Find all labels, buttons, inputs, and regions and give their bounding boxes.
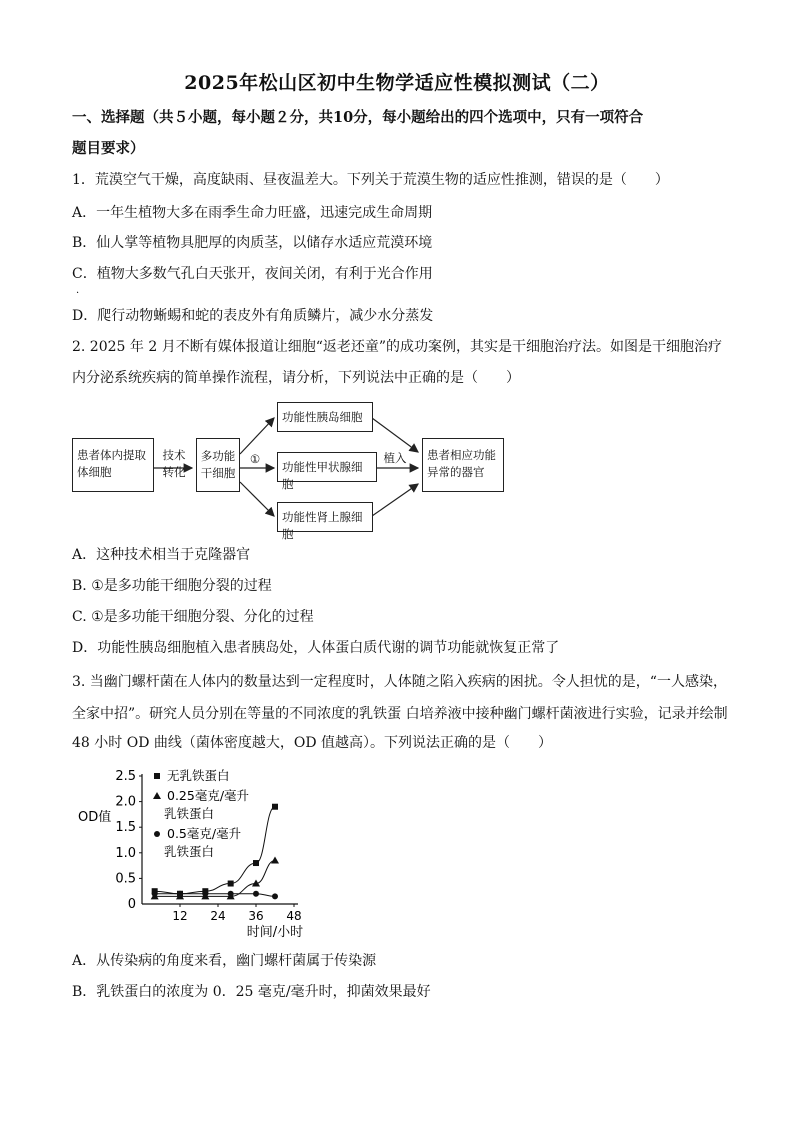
y-axis-label: OD值: [78, 810, 112, 825]
question-2-stem-line-2: 内分泌系统疾病的简单操作流程，请分析，下列说法中正确的是（ ）: [72, 370, 520, 386]
question-1-option-d: D．爬行动物蜥蜴和蛇的表皮外有角质鳞片，减少水分蒸发: [72, 308, 434, 324]
question-3-option-a: A．从传染病的角度来看，幽门螺杆菌属于传染源: [72, 953, 377, 969]
od-curve-svg: [74, 766, 314, 944]
y-tick-label: 2.0: [115, 794, 136, 810]
box-extract-somatic-cell: [72, 438, 154, 492]
legend-label-2-line-2: 乳铁蛋白: [164, 806, 215, 821]
label-tech-line-2: 转化: [162, 465, 186, 479]
arrow-to-islet-cell: [240, 418, 274, 454]
box-adrenal-cell: 功能性肾上腺细胞: [277, 502, 373, 532]
question-1-stem: 1．荒漠空气干燥，高度缺雨、昼夜温差大。下列关于荒漠生物的适应性推测，错误的是（ ）: [72, 172, 669, 188]
question-2-option-a: A．这种技术相当于克隆器官: [72, 547, 251, 563]
y-tick-label: 0.5: [115, 871, 136, 887]
box-organ-line-1: 患者相应功能: [427, 448, 496, 462]
series-3-point: [177, 891, 183, 897]
question-1-option-a: A．一年生植物大多在雨季生命力旺盛，迅速完成生命周期: [72, 205, 433, 221]
question-1-option-c: C．植物大多数气孔白天张开，夜间关闭，有利于光合作用: [72, 266, 433, 282]
legend-marker-1: [154, 773, 160, 779]
y-tick-label: 1.5: [115, 820, 136, 836]
box-target-organ: [422, 438, 504, 492]
x-tick-label: 36: [248, 909, 264, 923]
question-2-stem-line-1: 2. 2025 年 2 月不断有媒体报道让细胞“返老还童”的成功案例，其实是干细胞治疗法。如图是干细胞治疗: [72, 339, 723, 355]
x-axis-label: 时间/小时: [246, 925, 304, 940]
series-3-point: [202, 891, 208, 897]
series-3-point: [253, 891, 259, 897]
question-3-stem-line-2: 全家中招”。研究人员分别在等量的不同浓度的乳铁蛋 白培养液中接种幽门螺杆菌液进行实验，记录并绘制: [72, 706, 728, 722]
question-1-option-b: B．仙人掌等植物具肥厚的肉质茎，以储存水适应荒漠环境: [72, 235, 433, 251]
question-3-option-b: B．乳铁蛋白的浓度为 0．25 毫克/毫升时，抑菌效果最好: [72, 984, 431, 1000]
box-multipotent-stem-cell: [196, 438, 240, 492]
y-tick-label: 0: [127, 897, 136, 912]
box-islet-cell: 功能性胰岛细胞: [277, 402, 373, 432]
arrow-adrenal-to-organ: [372, 484, 418, 516]
legend-label-2-line-1: 0.25毫克/毫升: [167, 788, 250, 803]
series-2-point: [271, 856, 279, 863]
series-3-point: [228, 891, 234, 897]
box-organ-line-2: 异常的器官: [427, 465, 485, 479]
arrow-to-adrenal-cell: [240, 482, 274, 516]
legend-marker-2: [153, 792, 161, 799]
question-3-stem-line-1: 3. 当幽门螺杆菌在人体内的数量达到一定程度时，人体随之陷入疾病的困扰。令人担忧的是，“一人感染，: [72, 674, 727, 690]
box-thyroid-cell: 功能性甲状腺细胞: [277, 452, 377, 482]
x-tick-label: 12: [172, 909, 188, 923]
section-heading-line-2: 题目要求）: [72, 140, 145, 157]
question-3-stem-line-3: 48 小时 OD 曲线（菌体密度越大，OD 值越高）。下列说法正确的是（ ）: [72, 735, 553, 751]
stem-cell-flowchart: [72, 396, 512, 541]
series-3-point: [152, 891, 158, 897]
y-tick-label: 1.0: [115, 845, 136, 861]
x-tick-label: 24: [210, 909, 226, 923]
series-1-point: [272, 804, 278, 810]
stray-dot-mark: ·: [76, 288, 80, 299]
question-2-option-b: B. ①是多功能干细胞分裂的过程: [72, 578, 272, 594]
legend-label-3-line-2: 乳铁蛋白: [164, 844, 215, 859]
label-process-1: ①: [249, 452, 261, 466]
box-stem-line-1: 多功能: [200, 449, 236, 463]
box-extract-line-2: 体细胞: [77, 465, 112, 479]
box-extract-line-1: 患者体内提取: [77, 448, 146, 462]
x-tick-label: 48: [286, 909, 302, 923]
series-1-point: [253, 860, 259, 866]
label-implant: 植入: [383, 451, 407, 465]
box-stem-line-2: 干细胞: [200, 466, 236, 480]
page-title: 2025年松山区初中生物学适应性模拟测试（二）: [184, 72, 610, 94]
section-heading-line-1: 一、选择题（共５小题，每小题２分，共10分，每小题给出的四个选项中，只有一项符合: [72, 109, 644, 126]
series-3-point: [272, 893, 278, 899]
legend-label-3-line-1: 0.5毫克/毫升: [167, 826, 242, 841]
y-tick-label: 2.5: [115, 769, 136, 784]
series-1-point: [228, 881, 234, 887]
question-2-option-c: C. ①是多功能干细胞分裂、分化的过程: [72, 609, 314, 625]
label-tech-line-1: 技术: [162, 448, 186, 462]
question-2-option-d: D．功能性胰岛细胞植入患者胰岛处，人体蛋白质代谢的调节功能就恢复正常了: [72, 640, 560, 656]
legend-label-1-line-1: 无乳铁蛋白: [167, 768, 230, 783]
od-curve-chart: [74, 766, 314, 944]
label-tech-transform: [158, 448, 190, 480]
arrow-islet-to-organ: [372, 418, 418, 452]
legend-marker-3: [154, 831, 160, 837]
